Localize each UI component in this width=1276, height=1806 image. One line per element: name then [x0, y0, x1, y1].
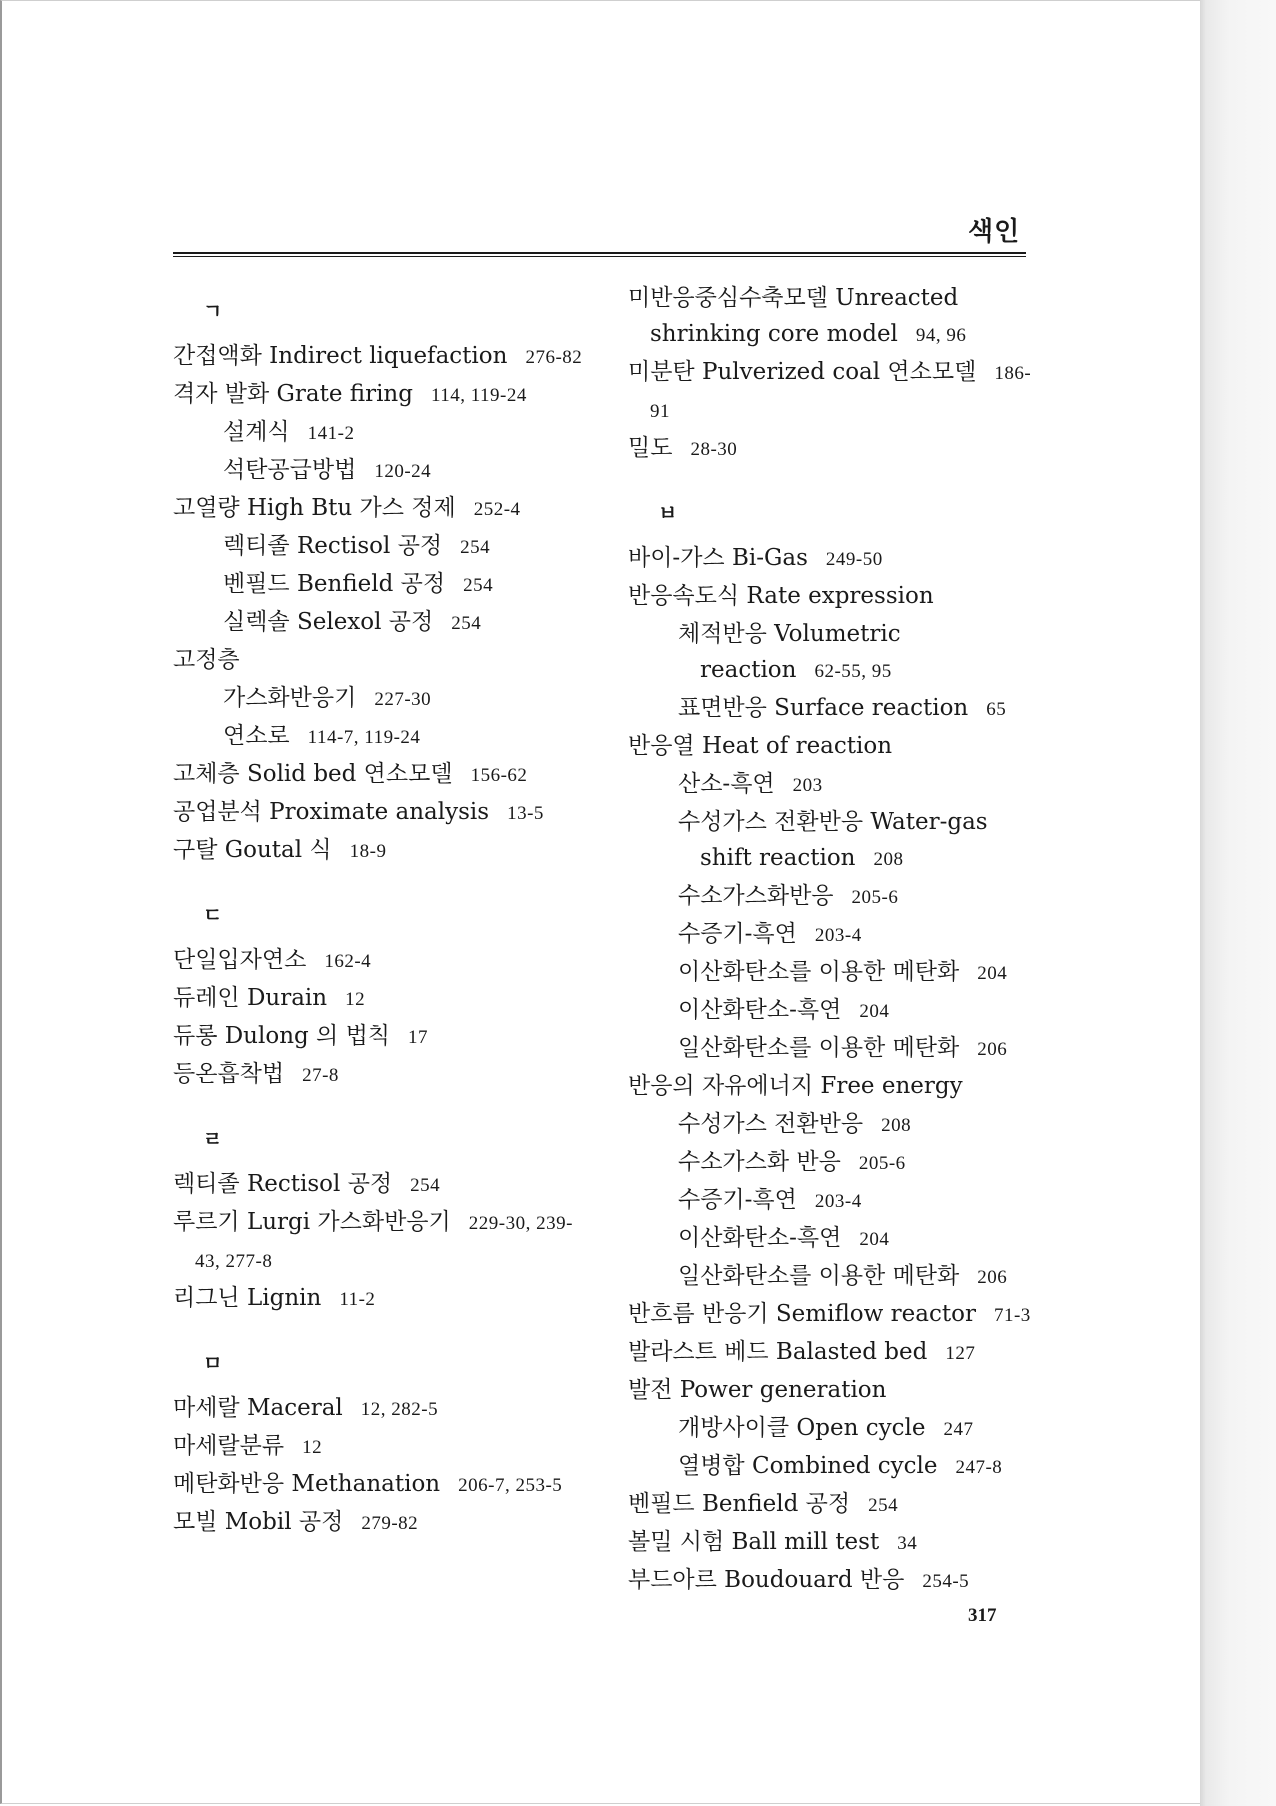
index-entry — [173, 832, 593, 870]
entry-pages: 65 — [986, 699, 1007, 720]
index-subentry — [173, 718, 593, 756]
entry-term: 이산화탄소-흑연 — [678, 1225, 842, 1251]
entry-pages: 28-30 — [690, 439, 738, 460]
index-entry — [628, 1372, 1038, 1410]
entry-term: 공업분석 Proximate analysis — [173, 799, 490, 825]
page-number: 317 — [968, 1605, 997, 1626]
index-entry — [173, 376, 593, 414]
viewer-gutter — [1200, 0, 1276, 1806]
entry-term: 미반응중심수축모델 Unreacted shrinking core model — [628, 285, 959, 347]
entry-pages: 205-6 — [858, 1153, 906, 1174]
entry-pages: 203-4 — [814, 925, 862, 946]
entry-pages: 276-82 — [525, 347, 583, 368]
entry-pages: 249-50 — [825, 549, 883, 570]
entry-term: 모빌 Mobil 공정 — [173, 1509, 344, 1535]
entry-term: 일산화탄소를 이용한 메탄화 — [678, 1263, 960, 1289]
entry-term: 벤필드 Benfield 공정 — [223, 571, 446, 597]
entry-term: 표면반응 Surface reaction — [678, 695, 969, 721]
entry-term: 리그닌 Lignin — [173, 1285, 322, 1311]
entry-pages: 203 — [792, 775, 823, 796]
index-subentry — [628, 616, 1038, 690]
entry-pages: 12 — [302, 1437, 323, 1458]
entry-term: 산소-흑연 — [678, 771, 775, 797]
entry-term: 수성가스 전환반응 Water-gas shift reaction — [678, 809, 988, 871]
entry-pages: 17 — [408, 1027, 429, 1048]
index-entry — [628, 578, 1038, 616]
entry-term: 연소로 — [223, 723, 290, 749]
index-subentry — [628, 1106, 1038, 1144]
index-subentry — [173, 528, 593, 566]
entry-term: 격자 발화 Grate firing — [173, 381, 413, 407]
entry-pages: 205-6 — [851, 887, 899, 908]
entry-pages: 162-4 — [324, 951, 372, 972]
index-entry — [628, 1334, 1038, 1372]
entry-pages: 71-3 — [993, 1305, 1031, 1326]
entry-term: 설계식 — [223, 419, 290, 445]
index-entry — [628, 280, 1038, 354]
entry-term: 발전 Power generation — [628, 1377, 887, 1403]
entry-term: 반응의 자유에너지 Free energy — [628, 1073, 963, 1099]
entry-pages: 27-8 — [302, 1065, 339, 1086]
header-rule — [173, 252, 1026, 254]
entry-pages: 120-24 — [374, 461, 432, 482]
index-subentry — [628, 916, 1038, 954]
entry-term: 바이-가스 Bi-Gas — [628, 545, 808, 571]
entry-term: 이산화탄소를 이용한 메탄화 — [678, 959, 960, 985]
entry-pages: 114, 119-24 — [430, 385, 527, 406]
section-letter: ㄹ — [203, 1127, 223, 1151]
entry-term: 고정층 — [173, 647, 240, 673]
entry-pages: 254 — [410, 1175, 441, 1196]
entry-pages: 208 — [873, 849, 904, 870]
entry-pages: 254 — [451, 613, 482, 634]
entry-pages: 252-4 — [473, 499, 521, 520]
entry-term: 일산화탄소를 이용한 메탄화 — [678, 1035, 960, 1061]
entry-pages: 34 — [897, 1533, 918, 1554]
index-subentry — [628, 878, 1038, 916]
entry-term: 듀레인 Durain — [173, 985, 328, 1011]
index-entry — [628, 540, 1038, 578]
entry-pages: 204 — [859, 1229, 890, 1250]
entry-term: 수증기-흑연 — [678, 921, 797, 947]
index-entry — [173, 794, 593, 832]
index-subentry — [173, 604, 593, 642]
entry-term: 발라스트 베드 Balasted bed — [628, 1339, 928, 1365]
entry-term: 가스화반응기 — [223, 685, 357, 711]
entry-term: 구탈 Goutal 식 — [173, 837, 332, 863]
entry-term: 볼밀 시험 Ball mill test — [628, 1529, 880, 1555]
entry-pages: 279-82 — [361, 1513, 419, 1534]
entry-term: 렉티졸 Rectisol 공정 — [223, 533, 443, 559]
index-entry — [628, 1524, 1038, 1562]
entry-pages: 254 — [460, 537, 491, 558]
index-subentry — [173, 680, 593, 718]
entry-pages: 247-8 — [955, 1457, 1003, 1478]
entry-pages: 13-5 — [507, 803, 544, 824]
index-entry — [628, 728, 1038, 766]
entry-term: 반응열 Heat of reaction — [628, 733, 893, 759]
index-entry — [173, 1166, 593, 1204]
entry-pages: 247 — [943, 1419, 974, 1440]
entry-term: 수증기-흑연 — [678, 1187, 797, 1213]
entry-term: 미분탄 Pulverized coal 연소모델 — [628, 359, 977, 385]
entry-pages: 62-55, 95 — [814, 661, 892, 682]
entry-pages: 12 — [345, 989, 366, 1010]
index-entry — [173, 980, 593, 1018]
index-subentry — [628, 1030, 1038, 1068]
entry-term: 벤필드 Benfield 공정 — [628, 1491, 851, 1517]
entry-term: 단일입자연소 — [173, 947, 307, 973]
section-letter: ㄷ — [203, 903, 223, 927]
entry-term: 열병합 Combined cycle — [678, 1453, 938, 1479]
index-entry — [173, 1280, 593, 1318]
entry-term: 수소가스화 반응 — [678, 1149, 841, 1175]
entry-term: 이산화탄소-흑연 — [678, 997, 842, 1023]
index-entry — [628, 1068, 1038, 1106]
entry-term: 고체층 Solid bed 연소모델 — [173, 761, 453, 787]
index-subentry — [628, 954, 1038, 992]
entry-pages: 254 — [868, 1495, 899, 1516]
entry-pages: 254 — [463, 575, 494, 596]
index-entry — [173, 490, 593, 528]
section-letter: ㅁ — [203, 1351, 223, 1375]
entry-term: 개방사이클 Open cycle — [678, 1415, 926, 1441]
index-subentry — [628, 1410, 1038, 1448]
index-entry — [173, 1056, 593, 1094]
entry-pages: 204 — [977, 963, 1008, 984]
entry-term: 실렉솔 Selexol 공정 — [223, 609, 434, 635]
index-entry — [173, 338, 593, 376]
index-entry — [628, 1486, 1038, 1524]
index-column-right — [628, 280, 1038, 1600]
section-letter: ㄱ — [203, 299, 223, 323]
index-subentry — [628, 1182, 1038, 1220]
index-subentry — [628, 1258, 1038, 1296]
index-subentry — [628, 992, 1038, 1030]
entry-term: 메탄화반응 Methanation — [173, 1471, 441, 1497]
index-subentry — [173, 414, 593, 452]
entry-term: 반응속도식 Rate expression — [628, 583, 934, 609]
index-entry — [173, 1204, 593, 1280]
index-entry — [173, 642, 593, 680]
entry-term: 석탄공급방법 — [223, 457, 357, 483]
index-subentry — [173, 452, 593, 490]
entry-term: 렉티졸 Rectisol 공정 — [173, 1171, 393, 1197]
index-subentry — [628, 1144, 1038, 1182]
entry-term: 루르기 Lurgi 가스화반응기 — [173, 1209, 451, 1235]
entry-pages: 227-30 — [374, 689, 432, 710]
header-rule-thin — [173, 256, 1026, 257]
entry-pages: 94, 96 — [915, 325, 967, 346]
running-head: 색인 — [968, 217, 1021, 247]
index-entry — [628, 354, 1038, 430]
entry-term: 등온흡착법 — [173, 1061, 285, 1087]
index-subentry — [628, 766, 1038, 804]
entry-pages: 141-2 — [307, 423, 355, 444]
index-entry — [628, 430, 1038, 468]
entry-pages: 114-7, 119-24 — [307, 727, 421, 748]
index-subentry — [628, 1448, 1038, 1486]
entry-term: 고열량 High Btu 가스 정제 — [173, 495, 456, 521]
index-subentry — [628, 690, 1038, 728]
index-subentry — [173, 566, 593, 604]
entry-pages: 156-62 — [470, 765, 528, 786]
entry-pages: 203-4 — [814, 1191, 862, 1212]
index-entry — [173, 1428, 593, 1466]
entry-pages: 204 — [859, 1001, 890, 1022]
entry-term: 마세랄분류 — [173, 1433, 285, 1459]
index-entry — [173, 1018, 593, 1056]
entry-pages: 208 — [881, 1115, 912, 1136]
entry-term: 밀도 — [628, 435, 673, 461]
entry-pages: 18-9 — [349, 841, 387, 862]
entry-pages: 206-7, 253-5 — [458, 1475, 563, 1496]
index-entry — [628, 1296, 1038, 1334]
entry-pages: 206 — [977, 1267, 1008, 1288]
index-entry — [173, 756, 593, 794]
index-entry — [173, 942, 593, 980]
entry-term: 수성가스 전환반응 — [678, 1111, 864, 1137]
entry-term: 체적반응 Volumetric reaction — [678, 621, 901, 683]
entry-pages: 229-30, 239-43, 277-8 — [195, 1213, 573, 1272]
index-entry — [173, 1504, 593, 1542]
entry-term: 듀롱 Dulong 의 법칙 — [173, 1023, 391, 1049]
entry-term: 마세랄 Maceral — [173, 1395, 343, 1421]
entry-pages: 12, 282-5 — [360, 1399, 439, 1420]
entry-term: 부드아르 Boudouard 반응 — [628, 1567, 905, 1593]
entry-term: 간접액화 Indirect liquefaction — [173, 343, 508, 369]
entry-term: 반흐름 반응기 Semiflow reactor — [628, 1301, 976, 1327]
entry-pages: 127 — [945, 1343, 976, 1364]
index-subentry — [628, 804, 1038, 878]
entry-term: 수소가스화반응 — [678, 883, 834, 909]
index-entry — [173, 1390, 593, 1428]
entry-pages: 206 — [977, 1039, 1008, 1060]
entry-pages: 254-5 — [922, 1571, 970, 1592]
entry-pages: 186-91 — [650, 363, 1032, 422]
section-letter: ㅂ — [658, 501, 678, 525]
index-entry — [628, 1562, 1038, 1600]
index-subentry — [628, 1220, 1038, 1258]
index-entry — [173, 1466, 593, 1504]
index-column-left — [173, 280, 593, 1542]
entry-pages: 11-2 — [339, 1289, 376, 1310]
